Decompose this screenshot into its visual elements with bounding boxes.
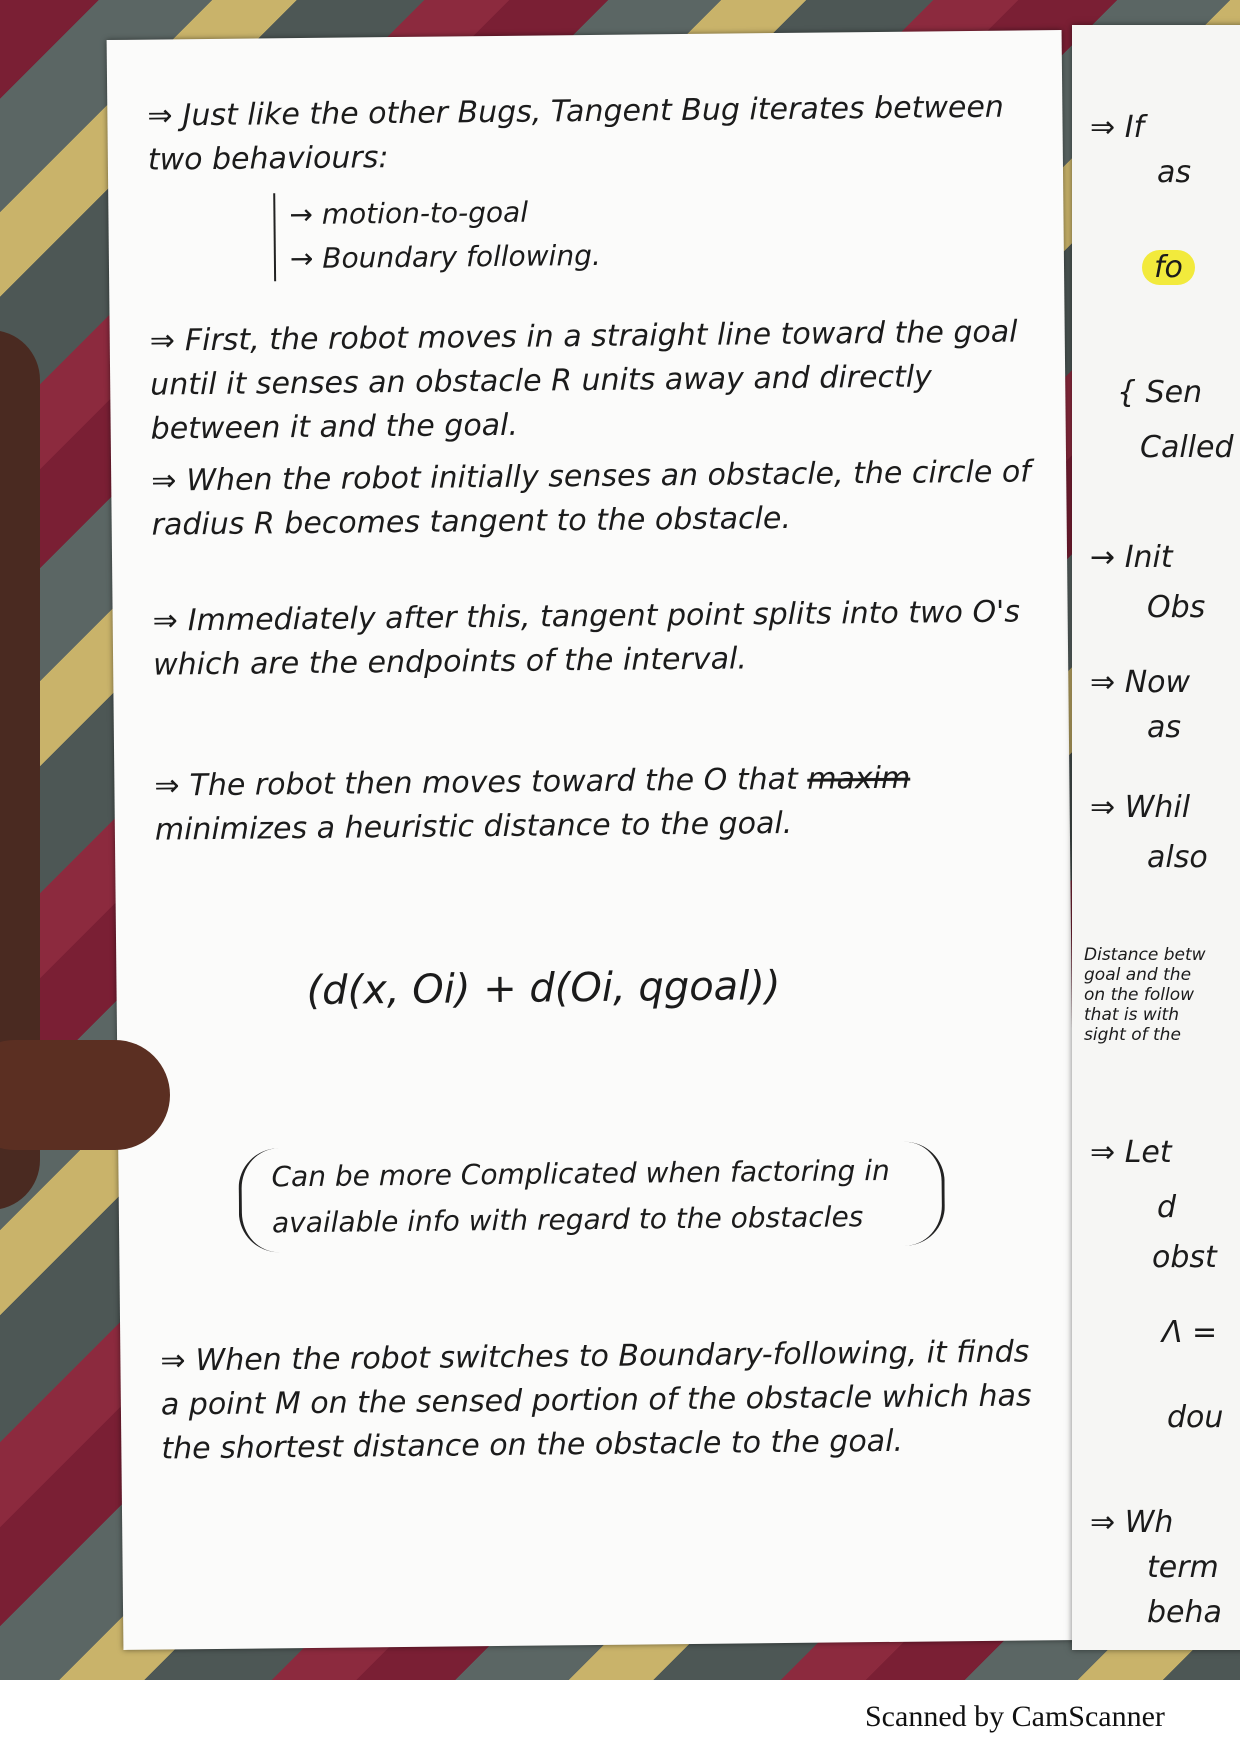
right-line: beha <box>1147 1595 1222 1630</box>
right-line: Λ = <box>1162 1315 1218 1350</box>
right-line: as <box>1157 155 1192 190</box>
behaviour-branches <box>273 190 601 281</box>
implies-arrow-icon: ⇒ <box>151 463 177 499</box>
heuristic-formula: (d(x, Oi) + d(Oi, qgoal)) <box>306 963 781 1015</box>
right-line: ⇒ Whil <box>1090 790 1191 825</box>
right-line: d <box>1157 1190 1177 1225</box>
implies-arrow-icon: ⇒ <box>160 1343 186 1379</box>
note-tangent-split: ⇒ Immediately after this, tangent point splits into two O's which are the endpoints of the interval. <box>152 594 1021 683</box>
right-small-note: Distance betw goal and the on the follow that is with sight of the <box>1084 945 1206 1045</box>
right-line: Called <box>1140 430 1234 465</box>
right-line: ⇒ Let <box>1090 1135 1172 1170</box>
implies-arrow-icon: ⇒ <box>147 98 173 134</box>
scanner-footer: Scanned by CamScanner <box>865 1700 1165 1733</box>
note-heuristic: ⇒ The robot then moves toward the O that maxim minimizes a heuristic distance to the goal. <box>154 760 911 848</box>
thumb-shadow <box>0 1040 170 1150</box>
right-line: also <box>1147 840 1208 875</box>
implies-arrow-icon: ⇒ <box>154 768 180 804</box>
notebook-left-page <box>107 30 1079 1650</box>
note-initial-sense: ⇒ When the robot initially senses an obstacle, the circle of radius R becomes tangent to the obstacle. <box>151 454 1031 543</box>
right-line: ⇒ Wh <box>1090 1505 1174 1540</box>
right-line: Obs <box>1147 590 1206 625</box>
right-line: as <box>1147 710 1182 745</box>
right-line: obst <box>1152 1240 1217 1275</box>
implies-arrow-icon: ⇒ <box>152 603 179 639</box>
note-boundary-following: ⇒ When the robot switches to Boundary-following, it finds a point M on the sensed portion of the obstacle which has the shortest distance on the obstacle to the goal. <box>160 1334 1032 1467</box>
right-line: → Init <box>1090 540 1173 575</box>
note-tangent-bug-behaviours: ⇒ Just like the other Bugs, Tangent Bug iterates between two behaviours: <box>147 89 1005 178</box>
notebook-right-page <box>1072 25 1240 1650</box>
bracket-note: Can be more Complicated when factoring in available info with regard to the obstacles <box>238 1141 945 1252</box>
highlighted-word: fo <box>1142 250 1195 285</box>
implies-arrow-icon: ⇒ <box>149 323 176 359</box>
right-line: { Sen <box>1117 375 1203 410</box>
branch-boundary-following: → Boundary following. <box>289 238 601 276</box>
right-line: dou <box>1167 1400 1224 1435</box>
right-line: ⇒ Now <box>1090 665 1191 700</box>
right-line: ⇒ If <box>1090 110 1145 145</box>
right-line: term <box>1147 1550 1219 1585</box>
branch-motion-to-goal: → motion-to-goal <box>289 195 529 232</box>
note-first-move: ⇒ First, the robot moves in a straight line toward the goal until it senses an obstacle R units away and directly between it and the goal. <box>149 314 1018 447</box>
